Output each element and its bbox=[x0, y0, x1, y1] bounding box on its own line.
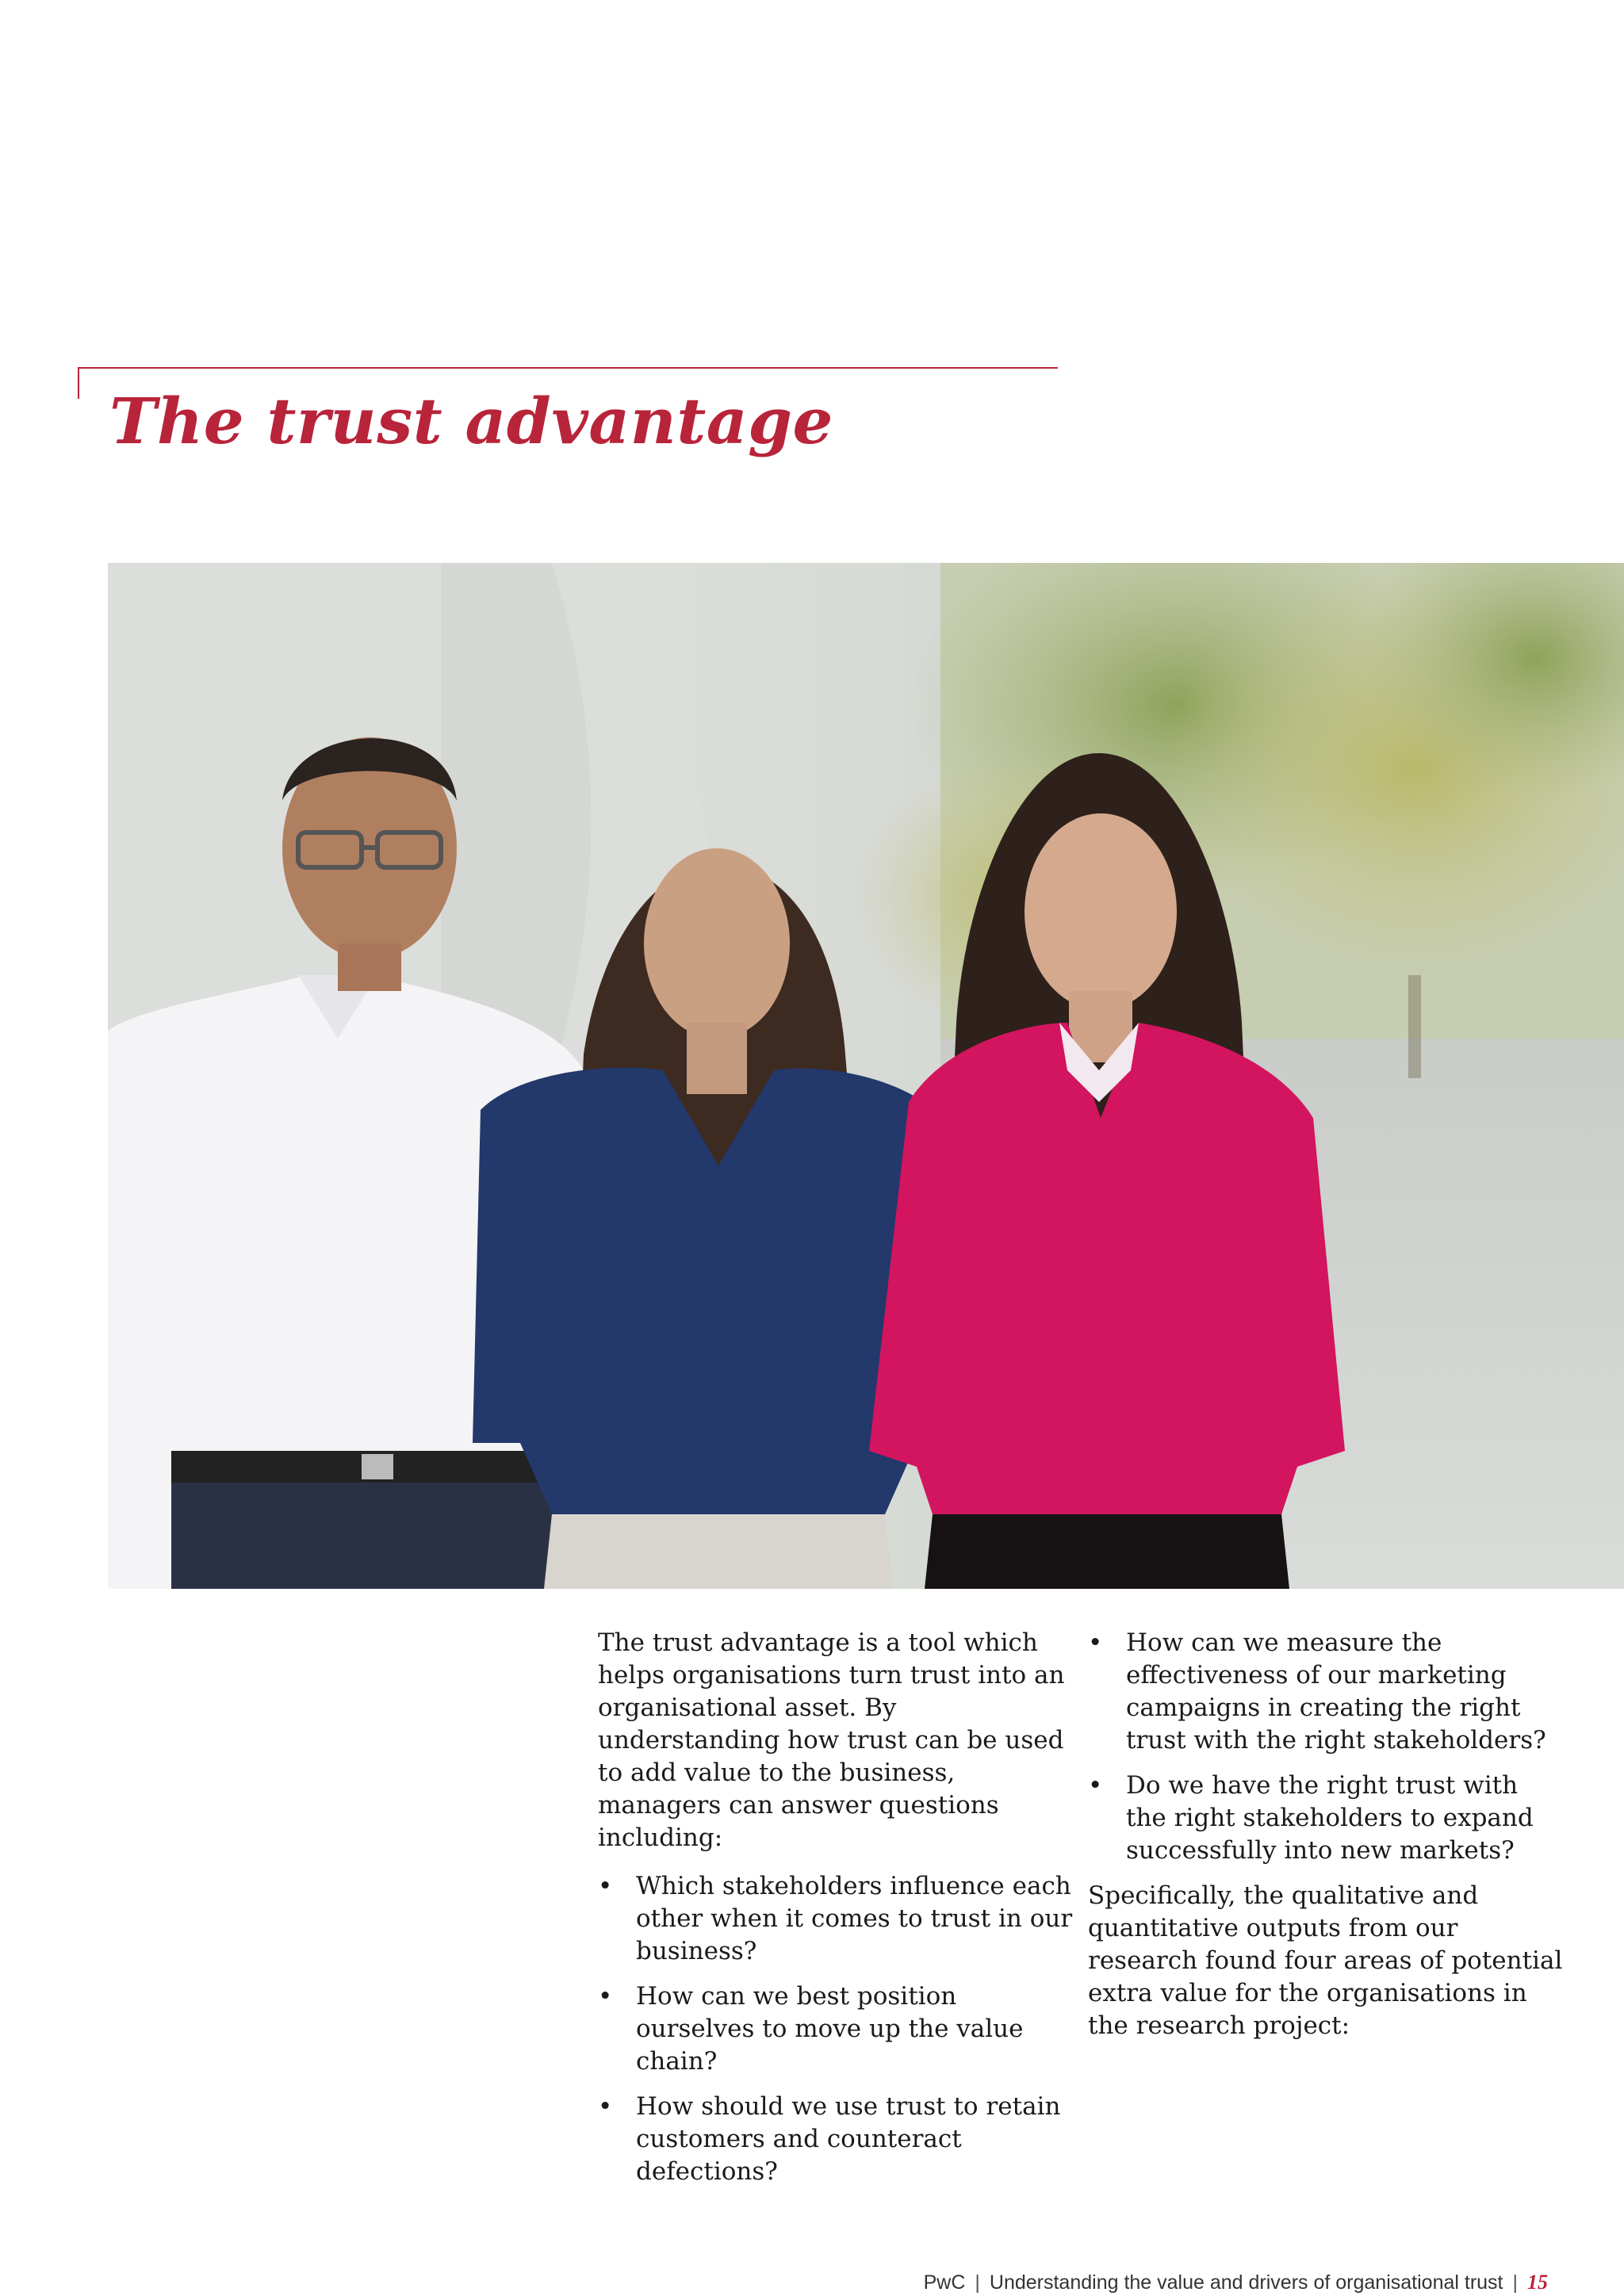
list-item: • How can we measure the effectiveness of our marketing campaigns in creating the right trust with the right stakeholders? bbox=[1088, 1627, 1564, 1757]
title-rule-tick bbox=[78, 367, 79, 399]
footer-doc-title: Understanding the value and drivers of organisational trust bbox=[989, 2271, 1503, 2294]
body-column-right bbox=[1088, 1627, 1564, 2058]
conclusion-paragraph: Specifically, the qualitative and quantitative outputs from our research found four areas of potential extra value for the organisations in the research project: bbox=[1088, 1881, 1563, 2040]
team-photo bbox=[108, 563, 1624, 1589]
footer-brand: PwC bbox=[923, 2271, 966, 2294]
list-item: • How can we best position ourselves to move up the value chain? bbox=[598, 1980, 1074, 2078]
question-list-left bbox=[598, 1870, 1074, 2188]
footer-separator: | bbox=[1512, 2271, 1518, 2294]
question-list-right bbox=[1088, 1627, 1564, 1867]
body-column-left bbox=[598, 1627, 1074, 2201]
intro-paragraph: The trust advantage is a tool which helps organisations turn trust into an organisational asset. By understanding how trust can be used to add value to the business, managers can answer questions including: bbox=[598, 1628, 1065, 1852]
footer-separator: | bbox=[975, 2271, 980, 2294]
title-rule bbox=[78, 367, 1058, 369]
list-item: • How should we use trust to retain customers and counteract defections? bbox=[598, 2091, 1074, 2188]
list-item: • Do we have the right trust with the right stakeholders to expand successfully into new markets? bbox=[1088, 1770, 1564, 1867]
page-footer bbox=[924, 2271, 1548, 2294]
list-item: • Which stakeholders influence each other when it comes to trust in our business? bbox=[598, 1870, 1074, 1968]
page-title: The trust advantage bbox=[109, 384, 833, 458]
page-number: 15 bbox=[1527, 2271, 1548, 2294]
